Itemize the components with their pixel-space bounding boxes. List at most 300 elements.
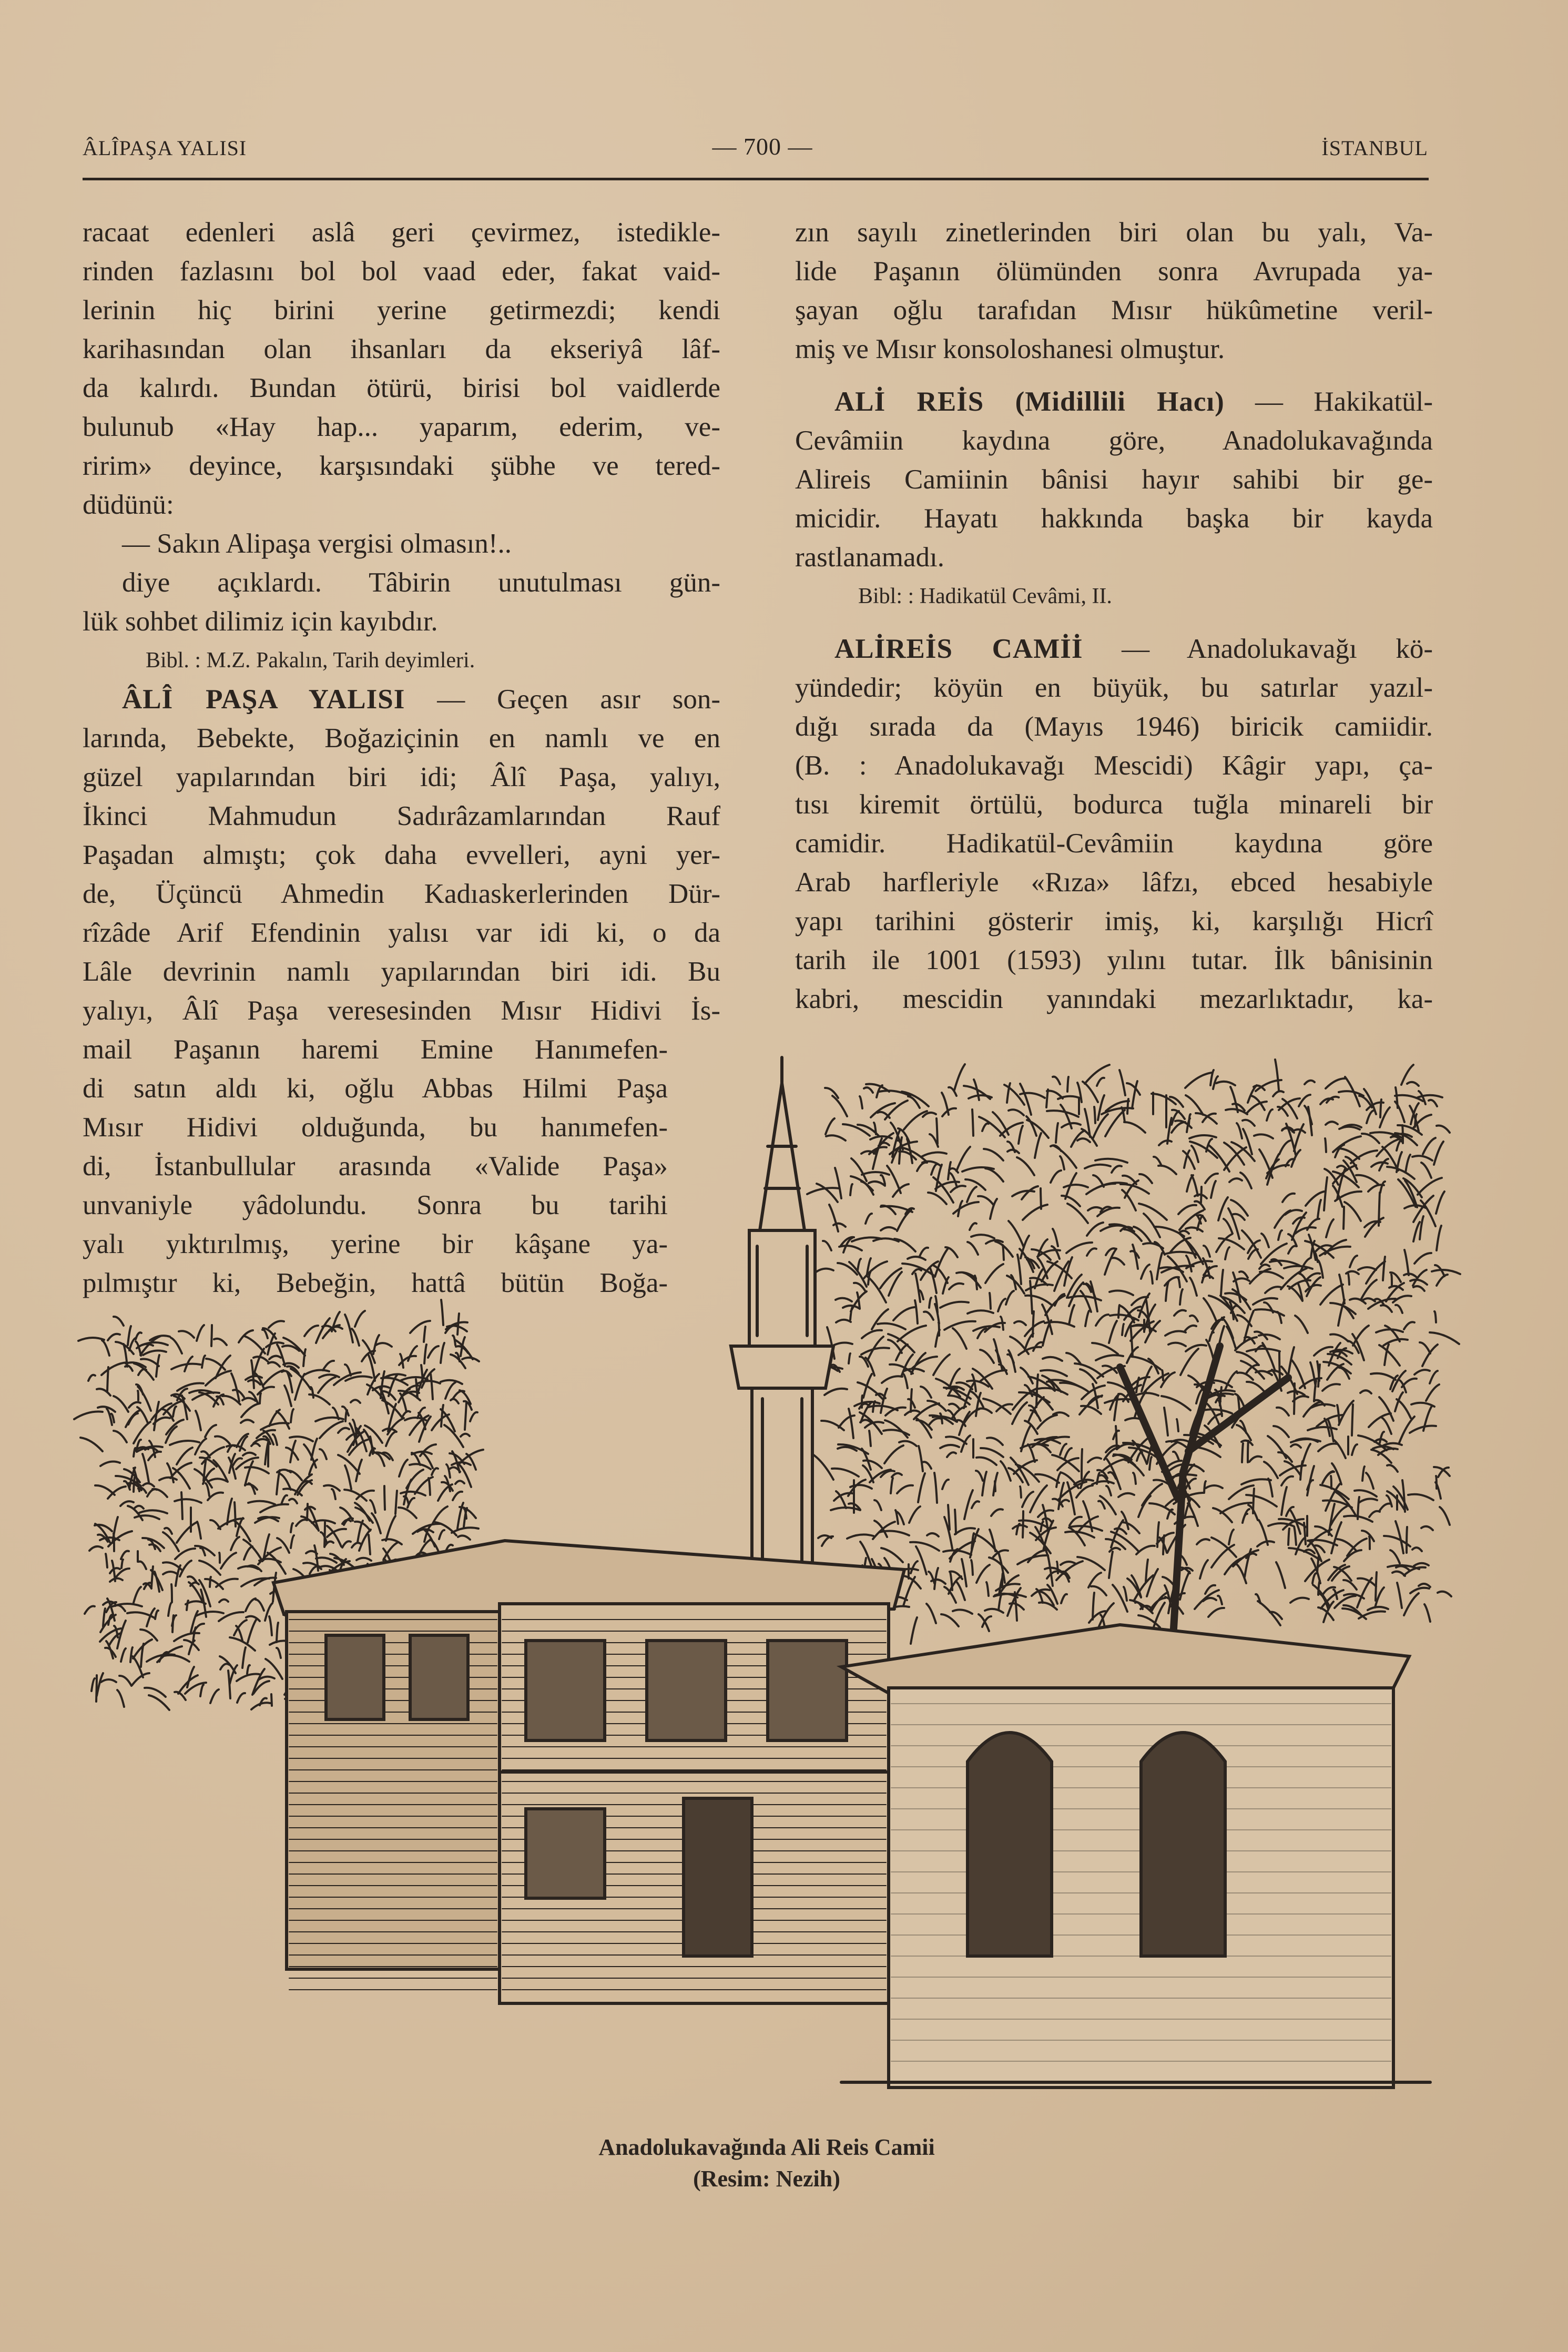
foliage-stroke <box>286 1448 298 1460</box>
foliage-stroke <box>1247 1349 1280 1351</box>
foliage-stroke <box>1396 1305 1402 1313</box>
foliage-stroke <box>1371 1450 1391 1463</box>
foliage-stroke <box>882 1376 902 1383</box>
text-line <box>83 291 720 330</box>
foliage-stroke <box>1061 1105 1072 1128</box>
foliage-stroke <box>88 1375 95 1381</box>
foliage-stroke <box>994 1594 1026 1597</box>
foliage-stroke <box>1265 1287 1281 1293</box>
foliage-stroke <box>159 1478 177 1480</box>
foliage-stroke <box>917 1163 927 1171</box>
foliage-stroke <box>1390 1376 1398 1389</box>
foliage-stroke <box>1057 1458 1078 1470</box>
foliage-stroke <box>1167 1118 1172 1144</box>
foliage-stroke <box>1305 1560 1329 1581</box>
foliage-stroke <box>285 1697 313 1700</box>
foliage-stroke <box>439 1530 444 1539</box>
foliage-stroke <box>866 1084 889 1092</box>
foliage-stroke <box>405 1418 426 1420</box>
foliage-stroke <box>242 1398 256 1401</box>
foliage-stroke <box>177 1389 187 1400</box>
line-text: micidir. Hayatı hakkında başka bir kayda <box>795 503 1433 534</box>
foliage-stroke <box>216 1356 230 1378</box>
text-line <box>795 902 1433 941</box>
foliage-stroke <box>177 1522 197 1543</box>
foliage-stroke <box>289 1499 297 1503</box>
foliage-stroke <box>114 1317 124 1326</box>
foliage-stroke <box>1381 1305 1392 1312</box>
foliage-stroke <box>422 1369 434 1388</box>
foliage-stroke <box>441 1380 462 1384</box>
foliage-stroke <box>1325 1138 1326 1152</box>
foliage-stroke <box>1362 1134 1379 1143</box>
foliage-stroke <box>1376 1572 1377 1601</box>
foliage-stroke <box>1047 1111 1078 1117</box>
foliage-stroke <box>1405 1180 1417 1207</box>
foliage-stroke <box>268 1333 275 1355</box>
foliage-stroke <box>444 1425 463 1447</box>
foliage-stroke <box>1144 1373 1168 1393</box>
foliage-stroke <box>933 1177 953 1203</box>
foliage-stroke <box>1323 1587 1335 1594</box>
foliage-stroke <box>206 1359 225 1370</box>
foliage-stroke <box>1344 1550 1361 1561</box>
foliage-stroke <box>370 1500 375 1513</box>
foliage-stroke <box>452 1648 462 1669</box>
foliage-stroke <box>1366 1261 1385 1284</box>
foliage-stroke <box>1035 1269 1043 1288</box>
foliage-stroke <box>1134 1227 1150 1242</box>
foliage-stroke <box>1419 1584 1430 1587</box>
foliage-stroke <box>996 1404 1012 1411</box>
foliage-stroke <box>928 1401 946 1411</box>
foliage-stroke <box>303 1349 306 1366</box>
foliage-stroke <box>460 1507 476 1518</box>
foliage-stroke <box>361 1585 374 1608</box>
foliage-stroke <box>1167 1525 1185 1553</box>
foliage-stroke <box>1438 1592 1451 1596</box>
foliage-stroke <box>910 1542 939 1551</box>
foliage-stroke <box>993 1473 997 1495</box>
foliage-stroke <box>849 1503 860 1510</box>
foliage-stroke <box>1264 1462 1278 1478</box>
foliage-stroke <box>1197 1216 1203 1230</box>
foliage-stroke <box>1133 1326 1156 1331</box>
foliage-stroke <box>445 1326 457 1333</box>
foliage-stroke <box>1362 1467 1365 1481</box>
foliage-stroke <box>1289 1548 1319 1560</box>
foliage-stroke <box>399 1389 410 1402</box>
foliage-stroke <box>373 1386 389 1390</box>
foliage-stroke <box>1379 1193 1380 1226</box>
foliage-stroke <box>324 1522 325 1547</box>
foliage-stroke <box>1069 1528 1085 1545</box>
foliage-stroke <box>1221 1270 1223 1295</box>
foliage-stroke <box>1123 1385 1141 1401</box>
foliage-stroke <box>399 1508 416 1518</box>
foliage-stroke <box>1113 1585 1127 1612</box>
foliage-stroke <box>879 1531 909 1535</box>
foliage-stroke <box>170 1441 199 1445</box>
foliage-stroke <box>1274 1426 1289 1437</box>
foliage-stroke <box>972 1109 973 1136</box>
foliage-stroke <box>1113 1455 1132 1460</box>
line-text: camidir. Hadikatül-Cevâmiin kaydına göre <box>795 828 1433 859</box>
foliage-stroke <box>1054 1146 1076 1168</box>
foliage-stroke <box>927 1533 939 1536</box>
foliage-stroke <box>986 1240 1003 1244</box>
foliage-stroke <box>1237 1564 1246 1583</box>
foliage-stroke <box>234 1620 247 1635</box>
foliage-stroke <box>260 1698 267 1705</box>
foliage-stroke <box>253 1439 268 1443</box>
foliage-stroke <box>1186 1227 1203 1231</box>
foliage-stroke <box>1106 1445 1119 1452</box>
foliage-stroke <box>909 1506 920 1523</box>
foliage-stroke <box>954 1064 965 1090</box>
foliage-stroke <box>1106 1486 1111 1495</box>
foliage-stroke <box>1318 1581 1320 1595</box>
foliage-stroke <box>1170 1238 1190 1252</box>
foliage-stroke <box>1231 1142 1255 1161</box>
foliage-stroke <box>352 1672 357 1686</box>
line-text: da kalırdı. Bundan ötürü, birisi bol vaidlerde <box>83 373 720 403</box>
foliage-stroke <box>1101 1615 1105 1627</box>
foliage-stroke <box>269 1356 281 1359</box>
foliage-stroke <box>1206 1485 1223 1488</box>
foliage-stroke <box>1318 1200 1321 1218</box>
text-line <box>795 421 1433 460</box>
foliage-stroke <box>1281 1268 1307 1289</box>
foliage-stroke <box>1060 1383 1088 1391</box>
foliage-stroke <box>1192 1432 1221 1445</box>
foliage-stroke <box>128 1326 131 1345</box>
foliage-stroke <box>1047 1261 1072 1278</box>
foliage-stroke <box>1180 1349 1198 1375</box>
foliage-stroke <box>290 1645 310 1657</box>
foliage-stroke <box>1001 1317 1003 1330</box>
foliage-stroke <box>466 1629 485 1650</box>
foliage-stroke <box>1256 1346 1265 1351</box>
foliage-stroke <box>1288 1234 1297 1246</box>
foliage-stroke <box>1267 1165 1289 1173</box>
foliage-stroke <box>862 1172 889 1175</box>
foliage-stroke <box>388 1418 404 1434</box>
foliage-stroke <box>834 1617 854 1641</box>
foliage-stroke <box>1060 1156 1064 1169</box>
foliage-stroke <box>151 1566 153 1587</box>
foliage-stroke <box>1397 1139 1402 1150</box>
foliage-stroke <box>996 1350 1002 1370</box>
foliage-stroke <box>885 1101 908 1119</box>
foliage-stroke <box>116 1342 134 1354</box>
foliage-stroke <box>355 1311 365 1327</box>
running-head-left: ÂLÎPAŞA YALISI <box>83 136 247 160</box>
foliage-stroke <box>129 1402 140 1408</box>
foliage-stroke <box>1300 1461 1302 1480</box>
foliage-stroke <box>1109 1224 1134 1231</box>
foliage-stroke <box>253 1357 268 1362</box>
foliage-stroke <box>1216 1396 1225 1402</box>
foliage-stroke <box>1192 1146 1198 1162</box>
foliage-stroke <box>982 1472 986 1495</box>
foliage-stroke <box>1142 1484 1162 1505</box>
foliage-stroke <box>975 1534 998 1553</box>
foliage-stroke <box>838 1444 868 1454</box>
foliage-stroke <box>948 1396 970 1404</box>
foliage-stroke <box>318 1377 335 1393</box>
foliage-stroke <box>1108 1382 1133 1394</box>
right-column <box>795 213 1433 1019</box>
foliage-stroke <box>947 1452 956 1457</box>
foliage-stroke <box>915 1418 931 1438</box>
foliage-stroke <box>848 1480 866 1496</box>
foliage-stroke <box>1373 1447 1393 1449</box>
foliage-stroke <box>354 1634 365 1661</box>
foliage-stroke <box>357 1621 361 1634</box>
foliage-stroke <box>912 1357 937 1368</box>
foliage-stroke <box>899 1137 902 1164</box>
foliage-stroke <box>861 1348 889 1355</box>
foliage-stroke <box>429 1478 430 1495</box>
foliage-stroke <box>974 1080 979 1100</box>
foliage-stroke <box>365 1618 389 1628</box>
foliage-stroke <box>1246 1365 1259 1373</box>
page-number: — 700 — <box>712 133 813 160</box>
foliage-stroke <box>1330 1350 1352 1353</box>
foliage-stroke <box>1250 1269 1270 1284</box>
foliage-stroke <box>268 1440 269 1467</box>
foliage-stroke <box>1395 1102 1404 1122</box>
foliage-stroke <box>1339 1401 1353 1425</box>
foliage-stroke <box>1095 1159 1127 1163</box>
foliage-stroke <box>163 1562 181 1570</box>
foliage-stroke <box>447 1326 467 1331</box>
line-text: unvaniyle yâdolundu. Sonra bu tarihi <box>83 1190 668 1220</box>
foliage-stroke <box>245 1336 265 1353</box>
foliage-stroke <box>824 1389 847 1395</box>
foliage-stroke <box>126 1410 140 1427</box>
foliage-stroke <box>1413 1222 1420 1241</box>
foliage-stroke <box>403 1580 415 1586</box>
foliage-stroke <box>1430 1332 1459 1344</box>
foliage-stroke <box>822 1536 833 1546</box>
foliage-stroke <box>1410 1588 1429 1593</box>
foliage-stroke <box>1205 1585 1215 1594</box>
foliage-stroke <box>128 1483 141 1490</box>
foliage-stroke <box>1081 1406 1101 1414</box>
foliage-stroke <box>934 1568 938 1589</box>
foliage-stroke <box>1338 1300 1345 1326</box>
foliage-stroke <box>1009 1109 1024 1115</box>
foliage-stroke <box>859 1404 868 1409</box>
foliage-stroke <box>961 1435 970 1452</box>
foliage-stroke <box>862 1558 866 1590</box>
foliage-stroke <box>1088 1458 1101 1462</box>
foliage-stroke <box>403 1386 418 1395</box>
foliage-stroke <box>110 1568 120 1573</box>
foliage-stroke <box>1116 1426 1117 1449</box>
foliage-stroke <box>926 1604 936 1623</box>
foliage-stroke <box>964 1086 990 1099</box>
foliage-stroke <box>1270 1612 1282 1619</box>
foliage-stroke <box>887 1166 901 1193</box>
foliage-stroke <box>884 1606 909 1612</box>
foliage-stroke <box>1127 1347 1138 1363</box>
foliage-stroke <box>1173 1452 1179 1460</box>
foliage-stroke <box>74 1412 103 1419</box>
foliage-stroke <box>1228 1208 1239 1239</box>
foliage-stroke <box>1012 1402 1027 1424</box>
foliage-stroke <box>1326 1122 1338 1125</box>
foliage-stroke <box>451 1687 475 1693</box>
foliage-stroke <box>1208 1608 1224 1617</box>
foliage-stroke <box>230 1637 255 1651</box>
foliage-stroke <box>329 1327 342 1330</box>
foliage-stroke <box>383 1374 405 1378</box>
foliage-stroke <box>1355 1490 1377 1496</box>
foliage-stroke <box>196 1612 223 1616</box>
foliage-stroke <box>817 1184 838 1202</box>
foliage-stroke <box>136 1332 141 1339</box>
foliage-stroke <box>1138 1496 1150 1517</box>
foliage-stroke <box>253 1681 269 1694</box>
foliage-stroke <box>1031 1410 1041 1421</box>
foliage-stroke <box>352 1600 361 1607</box>
foliage-stroke <box>892 1473 902 1477</box>
foliage-stroke <box>1065 1532 1094 1538</box>
foliage-stroke <box>1365 1218 1383 1237</box>
foliage-stroke <box>1195 1384 1212 1394</box>
foliage-stroke <box>260 1393 261 1403</box>
foliage-stroke <box>441 1343 444 1363</box>
foliage-stroke <box>1204 1481 1206 1493</box>
foliage-stroke <box>1007 1142 1015 1152</box>
foliage-stroke <box>908 1399 915 1408</box>
foliage-stroke <box>1239 1271 1248 1278</box>
foliage-stroke <box>1220 1296 1237 1321</box>
foliage-stroke <box>888 1340 902 1353</box>
foliage-stroke <box>1035 1474 1059 1483</box>
foliage-stroke <box>1133 1473 1136 1484</box>
foliage-stroke <box>355 1636 364 1641</box>
foliage-stroke <box>1231 1200 1248 1216</box>
foliage-stroke <box>1110 1394 1119 1410</box>
foliage-stroke <box>175 1499 201 1503</box>
foliage-stroke <box>1243 1509 1249 1521</box>
foliage-stroke <box>969 1095 992 1098</box>
line-text: Bibl. : M.Z. Pakalın, Tarih deyimleri. <box>146 648 475 673</box>
foliage-stroke <box>106 1602 116 1612</box>
foliage-stroke <box>1134 1393 1158 1396</box>
foliage-stroke <box>333 1408 339 1419</box>
foliage-stroke <box>288 1471 302 1480</box>
foliage-stroke <box>1094 1107 1095 1123</box>
foliage-stroke <box>1121 1184 1149 1194</box>
foliage-stroke <box>1205 1426 1220 1447</box>
foliage-stroke <box>268 1362 280 1367</box>
foliage-stroke <box>953 1202 979 1214</box>
foliage-stroke <box>138 1387 151 1411</box>
foliage-stroke <box>460 1390 471 1404</box>
foliage-stroke <box>1379 1397 1393 1421</box>
foliage-stroke <box>197 1522 201 1539</box>
foliage-stroke <box>369 1668 380 1673</box>
foliage-stroke <box>220 1664 229 1669</box>
foliage-stroke <box>967 1381 989 1387</box>
foliage-stroke <box>995 1594 1017 1597</box>
foliage-stroke <box>978 1196 993 1205</box>
foliage-stroke <box>338 1428 349 1433</box>
foliage-stroke <box>1376 1329 1403 1332</box>
foliage-stroke <box>424 1667 432 1682</box>
foliage-stroke <box>1166 1282 1168 1301</box>
foliage-stroke <box>1352 1444 1357 1455</box>
foliage-stroke <box>875 1605 884 1616</box>
foliage-stroke <box>408 1683 416 1690</box>
foliage-stroke <box>376 1453 384 1466</box>
foliage-stroke <box>1241 1441 1253 1445</box>
foliage-stroke <box>914 1403 939 1419</box>
foliage-stroke <box>330 1554 344 1565</box>
line-text: miş ve Mısır konsoloshanesi olmuştur. <box>795 334 1225 364</box>
foliage-stroke <box>863 1461 882 1468</box>
foliage-stroke <box>134 1448 136 1457</box>
foliage-stroke <box>1006 1291 1014 1305</box>
foliage-stroke <box>1309 1541 1321 1561</box>
foliage-stroke <box>419 1413 425 1429</box>
foliage-stroke <box>409 1565 419 1572</box>
foliage-stroke <box>142 1454 149 1482</box>
foliage-stroke <box>907 1139 912 1163</box>
foliage-stroke <box>1335 1145 1344 1157</box>
foliage-stroke <box>231 1373 239 1401</box>
foliage-stroke <box>869 1182 885 1186</box>
foliage-stroke <box>277 1538 289 1553</box>
foliage-stroke <box>1009 1350 1015 1372</box>
foliage-stroke <box>1256 1080 1281 1091</box>
foliage-stroke <box>315 1418 343 1421</box>
foliage-stroke <box>1434 1467 1450 1476</box>
foliage-stroke <box>1279 1351 1280 1381</box>
foliage-stroke <box>1055 1294 1064 1306</box>
foliage-stroke <box>1225 1293 1246 1300</box>
foliage-stroke <box>1022 1186 1038 1199</box>
foliage-stroke <box>348 1596 357 1610</box>
foliage-stroke <box>369 1535 370 1554</box>
foliage-stroke <box>1180 1572 1189 1600</box>
foliage-stroke <box>309 1583 315 1594</box>
foliage-stroke <box>233 1458 242 1465</box>
foliage-stroke <box>956 1147 970 1171</box>
foliage-stroke <box>1131 1251 1139 1258</box>
line-text: diye açıklardı. Tâbirin unutulması gün- <box>122 567 720 598</box>
foliage-stroke <box>1440 1507 1450 1525</box>
foliage-stroke <box>347 1433 360 1440</box>
foliage-stroke <box>328 1660 341 1683</box>
foliage-stroke <box>1033 1311 1034 1337</box>
foliage-stroke <box>195 1469 212 1488</box>
foliage-stroke <box>1154 1480 1173 1488</box>
foliage-stroke <box>316 1557 337 1563</box>
foliage-stroke <box>1067 1275 1082 1298</box>
foliage-stroke <box>450 1453 464 1464</box>
foliage-stroke <box>1188 1503 1198 1526</box>
foliage-stroke <box>1235 1337 1257 1350</box>
foliage-stroke <box>963 1409 979 1424</box>
foliage-stroke <box>958 1201 962 1216</box>
foliage-stroke <box>1042 1261 1057 1281</box>
